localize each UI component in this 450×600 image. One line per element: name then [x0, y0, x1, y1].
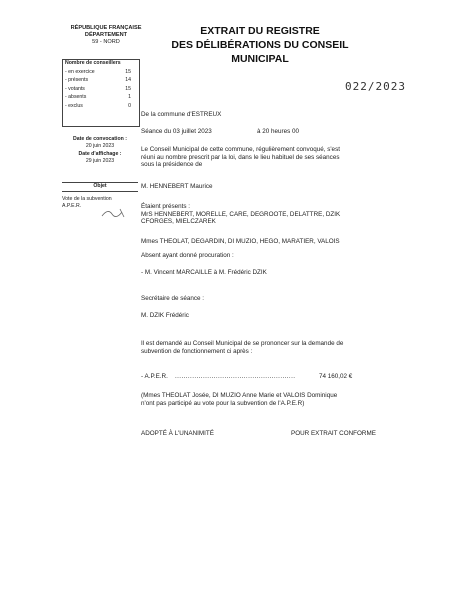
convocation-date: 20 juin 2023: [85, 143, 115, 149]
affichage-date: 29 juin 2023: [85, 158, 115, 164]
presents-line-3: Mmes THEOLAT, DEGARDIN, DI MUZIO, HEGO, MARATIER, VALOIS: [141, 238, 340, 245]
deliberation-number: 022/2023: [345, 80, 406, 93]
republique-header: [64, 25, 148, 46]
counts-box: [62, 59, 140, 127]
convocation-label: Date de convocation :: [73, 136, 127, 142]
count-row: - votants 15: [65, 85, 131, 92]
intro-paragraph: Le Conseil Municipal de cette commune, régulièrement convoqué, s'est réuni au nombre prescrit par la loi, dans le lieu habituel de ses séances sous la présidence de: [141, 146, 340, 169]
objet-line-1: Vote de la subvention: [62, 196, 112, 202]
title-line-1: EXTRAIT DU REGISTRE: [200, 25, 320, 37]
title-line-2: DES DÉLIBÉRATIONS DU CONSEIL: [171, 39, 349, 51]
signature-row: [141, 430, 431, 438]
seance-date: Séance du 03 juillet 2023: [141, 128, 212, 135]
affichage-label: Date d'affichage :: [78, 151, 122, 157]
subvention-amount: 74 160,02 €: [319, 373, 353, 380]
adopte-label: ADOPTÉ À L'UNANIMITÉ: [141, 430, 214, 437]
commune: De la commune d'ESTREUX: [141, 111, 222, 118]
counts-header: Nombre de conseillers: [65, 60, 121, 66]
subvention-dots: ........................................................: [175, 373, 296, 380]
count-row: - en exercice 15: [65, 68, 131, 75]
president: M. HENNEBERT Maurice: [141, 183, 213, 190]
note-paragraph: (Mmes THEOLAT Josée, DI MUZIO Anne Marie et VALOIS Dominique n'ont pas participé au vote pour la subvention de l'A.P.E.R): [141, 392, 338, 407]
republique-label: RÉPUBLIQUE FRANÇAISE: [70, 25, 142, 31]
document-title: [160, 24, 360, 66]
demande-paragraph: Il est demandé au Conseil Municipal de se prononcer sur la demande de subvention de fonctionnement ci après :: [141, 340, 344, 355]
departement-label: DÉPARTEMENT: [84, 32, 128, 38]
absent-label: Absent ayant donné procuration :: [141, 252, 234, 259]
presents-label: Étaient présents :: [141, 203, 191, 210]
dates-block: [62, 136, 138, 166]
presents-block: [141, 203, 431, 226]
extrait-label: POUR EXTRAIT CONFORME: [291, 430, 376, 437]
objet-header: Objet: [62, 182, 138, 192]
presents-line-1: MrS HENNEBERT, MORELLE, CARE, DEGROOTE, DELATTRE, DZIK: [141, 210, 341, 218]
subvention-name: - A.P.E.R.: [141, 373, 168, 380]
presents-line-2: CFORGES, MIELCZAREK: [141, 218, 216, 226]
count-row: - exclus 0: [65, 102, 131, 109]
departement-value: 59 - NORD: [92, 39, 120, 45]
secretaire-label: Secrétaire de séance :: [141, 295, 205, 302]
absent-line-1: - M. Vincent MARCAILLE à M. Frédéric DZIK: [141, 269, 267, 276]
handwritten-mark-icon: [100, 206, 130, 223]
count-row: - présents 14: [65, 77, 131, 83]
secretaire: M. DZIK Frédéric: [141, 312, 189, 319]
seance-heure: à 20 heures 00: [257, 128, 300, 135]
seance-line: [141, 128, 431, 136]
count-row: - absents 1: [65, 94, 131, 100]
title-line-3: MUNICIPAL: [231, 53, 289, 65]
subvention-row: [141, 373, 431, 381]
objet-line-2: A.P.E.R.: [62, 203, 82, 209]
commune-line: [141, 111, 431, 119]
